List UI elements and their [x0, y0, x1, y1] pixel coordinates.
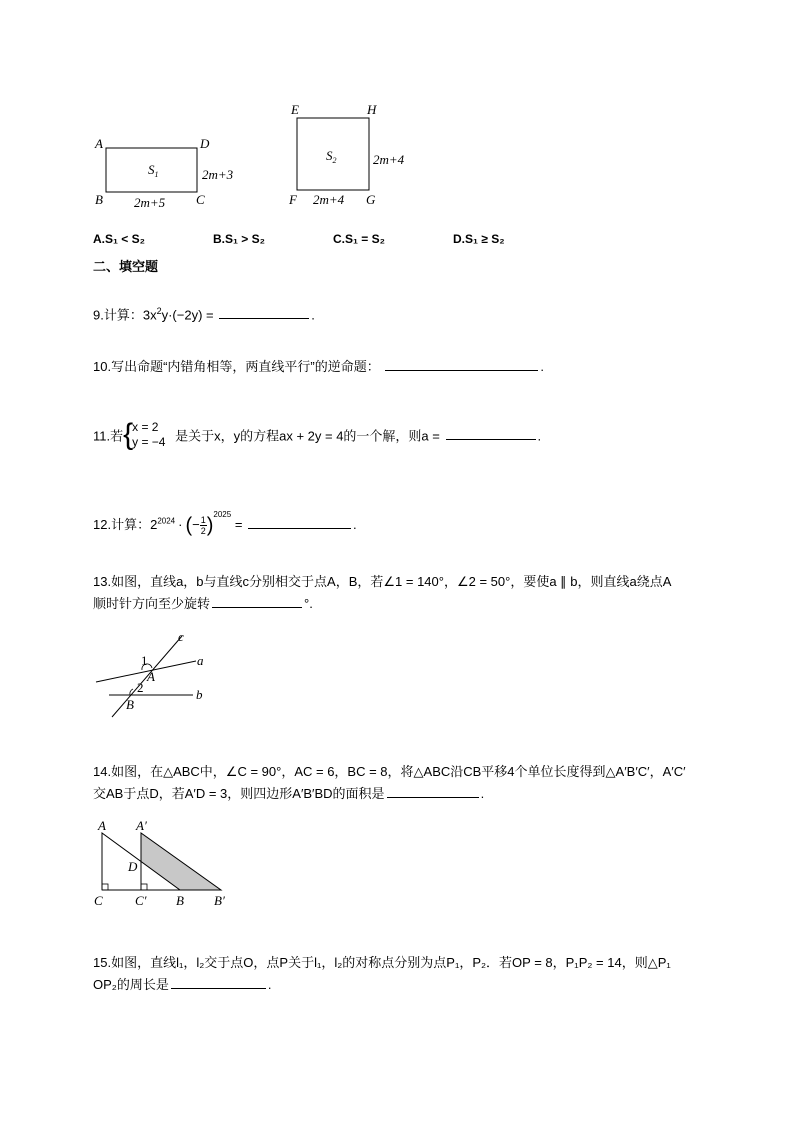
q11-end: . — [537, 428, 542, 444]
label-right-length: 2m+4 — [373, 152, 405, 167]
question-14-line-2 — [93, 783, 484, 805]
square-efgh — [297, 118, 369, 190]
answer-blank[interactable] — [446, 425, 536, 440]
label-b-prime: B′ — [214, 893, 225, 908]
label-a-prime: A′ — [136, 818, 147, 833]
label-f: F — [289, 192, 297, 207]
q15-line2-text: OP₂的周长是 — [93, 977, 169, 992]
answer-blank[interactable] — [385, 356, 538, 371]
label-angle-2: 2 — [137, 680, 144, 695]
paren-open: ( — [185, 514, 193, 537]
q10-text: 10.写出命题“内错角相等，两直线平行”的逆命题： — [93, 359, 380, 374]
q11-prefix: 11.若 — [93, 428, 124, 444]
q9-sup: 2 — [156, 306, 162, 316]
label-c: C — [94, 893, 103, 908]
question-12: 12.计算：$2^{2024}$ · (− $\frac{1}{2}$ )$^{2025}$ = . — [93, 510, 357, 537]
label-b: b — [196, 687, 203, 702]
label-b: B — [176, 893, 184, 908]
equation-system: { x = 2 y = −4 — [123, 418, 166, 451]
label-d: D — [200, 136, 210, 151]
q12-exp-2: 2025 — [213, 510, 232, 519]
option-d: D.S₁ ≥ S₂ — [453, 232, 505, 246]
rectangle-figure — [90, 130, 250, 215]
question-10 — [93, 356, 544, 378]
system-line-1: x = 2 — [132, 420, 159, 434]
label-h: H — [367, 102, 377, 117]
label-right-length: 2m+3 — [202, 167, 234, 182]
system-line-2: y = −4 — [132, 435, 166, 449]
answer-blank[interactable] — [387, 783, 479, 798]
label-d: D — [128, 859, 138, 874]
label-point-a: A — [147, 669, 155, 684]
q11-text: 是关于x，y的方程ax + 2y = 4的一个解，则a = — [175, 428, 440, 444]
label-a: A — [98, 818, 106, 833]
q13-line2-text: 顺时针方向至少旋转 — [93, 596, 211, 611]
q12-end: . — [353, 517, 357, 532]
answer-blank[interactable] — [248, 514, 351, 529]
label-a: a — [197, 653, 204, 668]
question-13-line-2 — [93, 593, 313, 615]
q12-exp-1: 2024 — [157, 516, 176, 526]
option-a: A.S₁ < S₂ — [93, 232, 145, 246]
q10-end: . — [540, 359, 544, 374]
option-b: B.S₁ > S₂ — [213, 232, 265, 246]
label-angle-1: 1 — [141, 653, 148, 668]
label-a: A — [95, 136, 103, 151]
q14-line2-text: 交AB于点D，若A′D = 3，则四边形A′B′BD的面积是 — [93, 786, 385, 801]
q15-end: . — [267, 977, 272, 992]
label-g: G — [366, 192, 376, 207]
answer-blank[interactable] — [212, 593, 302, 608]
paren-close: ) — [206, 514, 214, 537]
square-figure — [284, 100, 414, 212]
label-s2: $S_2$ — [326, 148, 337, 165]
answer-blank[interactable] — [171, 974, 266, 989]
q12-eq: = — [234, 517, 243, 532]
q12-prefix: 12.计算：2 — [93, 517, 158, 532]
q14-end: . — [480, 786, 485, 801]
option-c: C.S₁ = S₂ — [333, 232, 385, 246]
q9-rest: y·(−2y) = — [161, 307, 214, 323]
right-angle-c — [102, 884, 108, 890]
label-c-prime: C′ — [135, 893, 147, 908]
label-bottom-length: 2m+4 — [313, 192, 345, 207]
figure-13-lines — [90, 628, 220, 718]
label-e: E — [291, 102, 299, 117]
q12-dot: · — [178, 517, 183, 532]
question-15-line-1: 15.如图，直线l₁，l₂交于点O，点P关于l₁，l₂的对称点分别为点P₁，P₂．若OP = 8，P₁P₂ = 14，则△P₁ — [93, 955, 671, 970]
question-9 — [93, 300, 315, 326]
q9-end: . — [311, 307, 315, 323]
section-title: 二、填空题 — [93, 259, 159, 274]
figure-14-triangles — [90, 816, 240, 910]
q9-prefix: 9.计算：3x — [93, 307, 157, 323]
answer-blank[interactable] — [219, 304, 309, 319]
label-point-b: B — [126, 697, 134, 712]
label-bottom-length: 2m+5 — [134, 195, 166, 210]
right-angle-c2 — [141, 884, 147, 890]
q13-end: °. — [304, 596, 313, 611]
label-c: C — [196, 192, 205, 207]
question-13-line-1: 13.如图，直线a，b与直线c分别相交于点A，B，若∠1 = 140°，∠2 = 50°，要使a ∥ b，则直线a绕点A — [93, 574, 672, 589]
fraction-half: $\frac{1}{2}$ — [200, 515, 206, 537]
label-c: c — [178, 629, 184, 644]
label-s1: $S_1$ — [148, 162, 159, 179]
question-14-line-1: 14.如图，在△ABC中，∠C = 90°，AC = 6，BC = 8，将△ABC沿CB平移4个单位长度得到△A′B′C′，A′C′ — [93, 764, 686, 779]
question-11 — [93, 418, 542, 452]
question-15-line-2 — [93, 974, 271, 996]
label-b: B — [95, 192, 103, 207]
